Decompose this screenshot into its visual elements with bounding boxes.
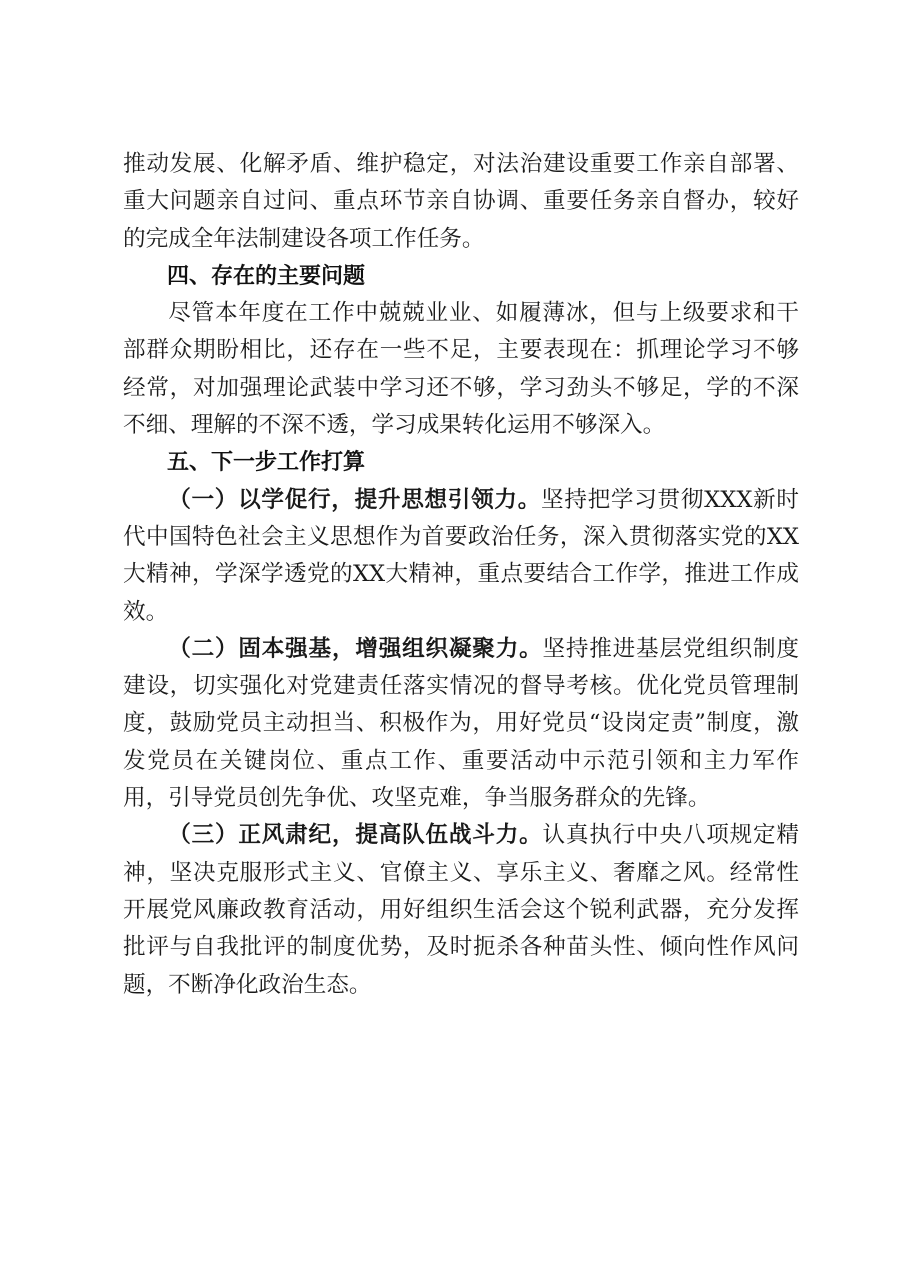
item-2	[123, 631, 799, 817]
item-3-lead: （三）正风肃纪，提高队伍战斗力。	[168, 822, 543, 849]
item-2-lead: （二）固本强基，增强组织凝聚力。	[168, 635, 543, 662]
section-heading-problems: 四、存在的主要问题	[167, 263, 366, 289]
item-2-body: 坚持推进基层党组织制度建设，切实强化对党建责任落实情况的督导考核。优化党员管理制度，鼓励党员主动担当、积极作为，用好党员“设岗定责”制度，激发党员在关键岗位、重点工作、重要活动中示范引领和主力军作用，引导党员创先争优、攻坚克难，争当服务群众的先锋。	[123, 635, 800, 812]
paragraph-problems: 尽管本年度在工作中兢兢业业、如履薄冰，但与上级要求和干部群众期盼相比，还存在一些不足，主要表现在：抓理论学习不够经常，对加强理论武装中学习还不够，学习劲头不够足，学的不深不细、理解的不深不透，学习成果转化运用不够深入。	[123, 300, 799, 439]
document-body	[123, 146, 799, 1004]
item-3-body: 认真执行中央八项规定精神，坚决克服形式主义、官僚主义、享乐主义、奢靡之风。经常性开展党风廉政教育活动，用好组织生活会这个锐利武器，充分发挥批评与自我批评的制度优势，及时扼杀各种苗头性、倾向性作风问题，不断净化政治生态。	[123, 822, 800, 998]
item-1	[123, 482, 799, 631]
item-1-lead: （一）以学促行，提升思想引领力。	[168, 486, 542, 513]
item-3	[123, 817, 799, 1003]
section-heading-next-steps: 五、下一步工作打算	[167, 450, 366, 476]
item-1-body: 坚持把学习贯彻XXX新时代中国特色社会主义思想作为首要政治任务，深入贯彻落实党的XX大精神，学深学透党的XX大精神，重点要结合工作学，推进工作成效。	[123, 486, 800, 625]
paragraph-continuation: 推动发展、化解矛盾、维护稳定，对法治建设重要工作亲自部署、重大问题亲自过问、重点环节亲自协调、重要任务亲自督办，较好的完成全年法制建设各项工作任务。	[123, 151, 799, 252]
